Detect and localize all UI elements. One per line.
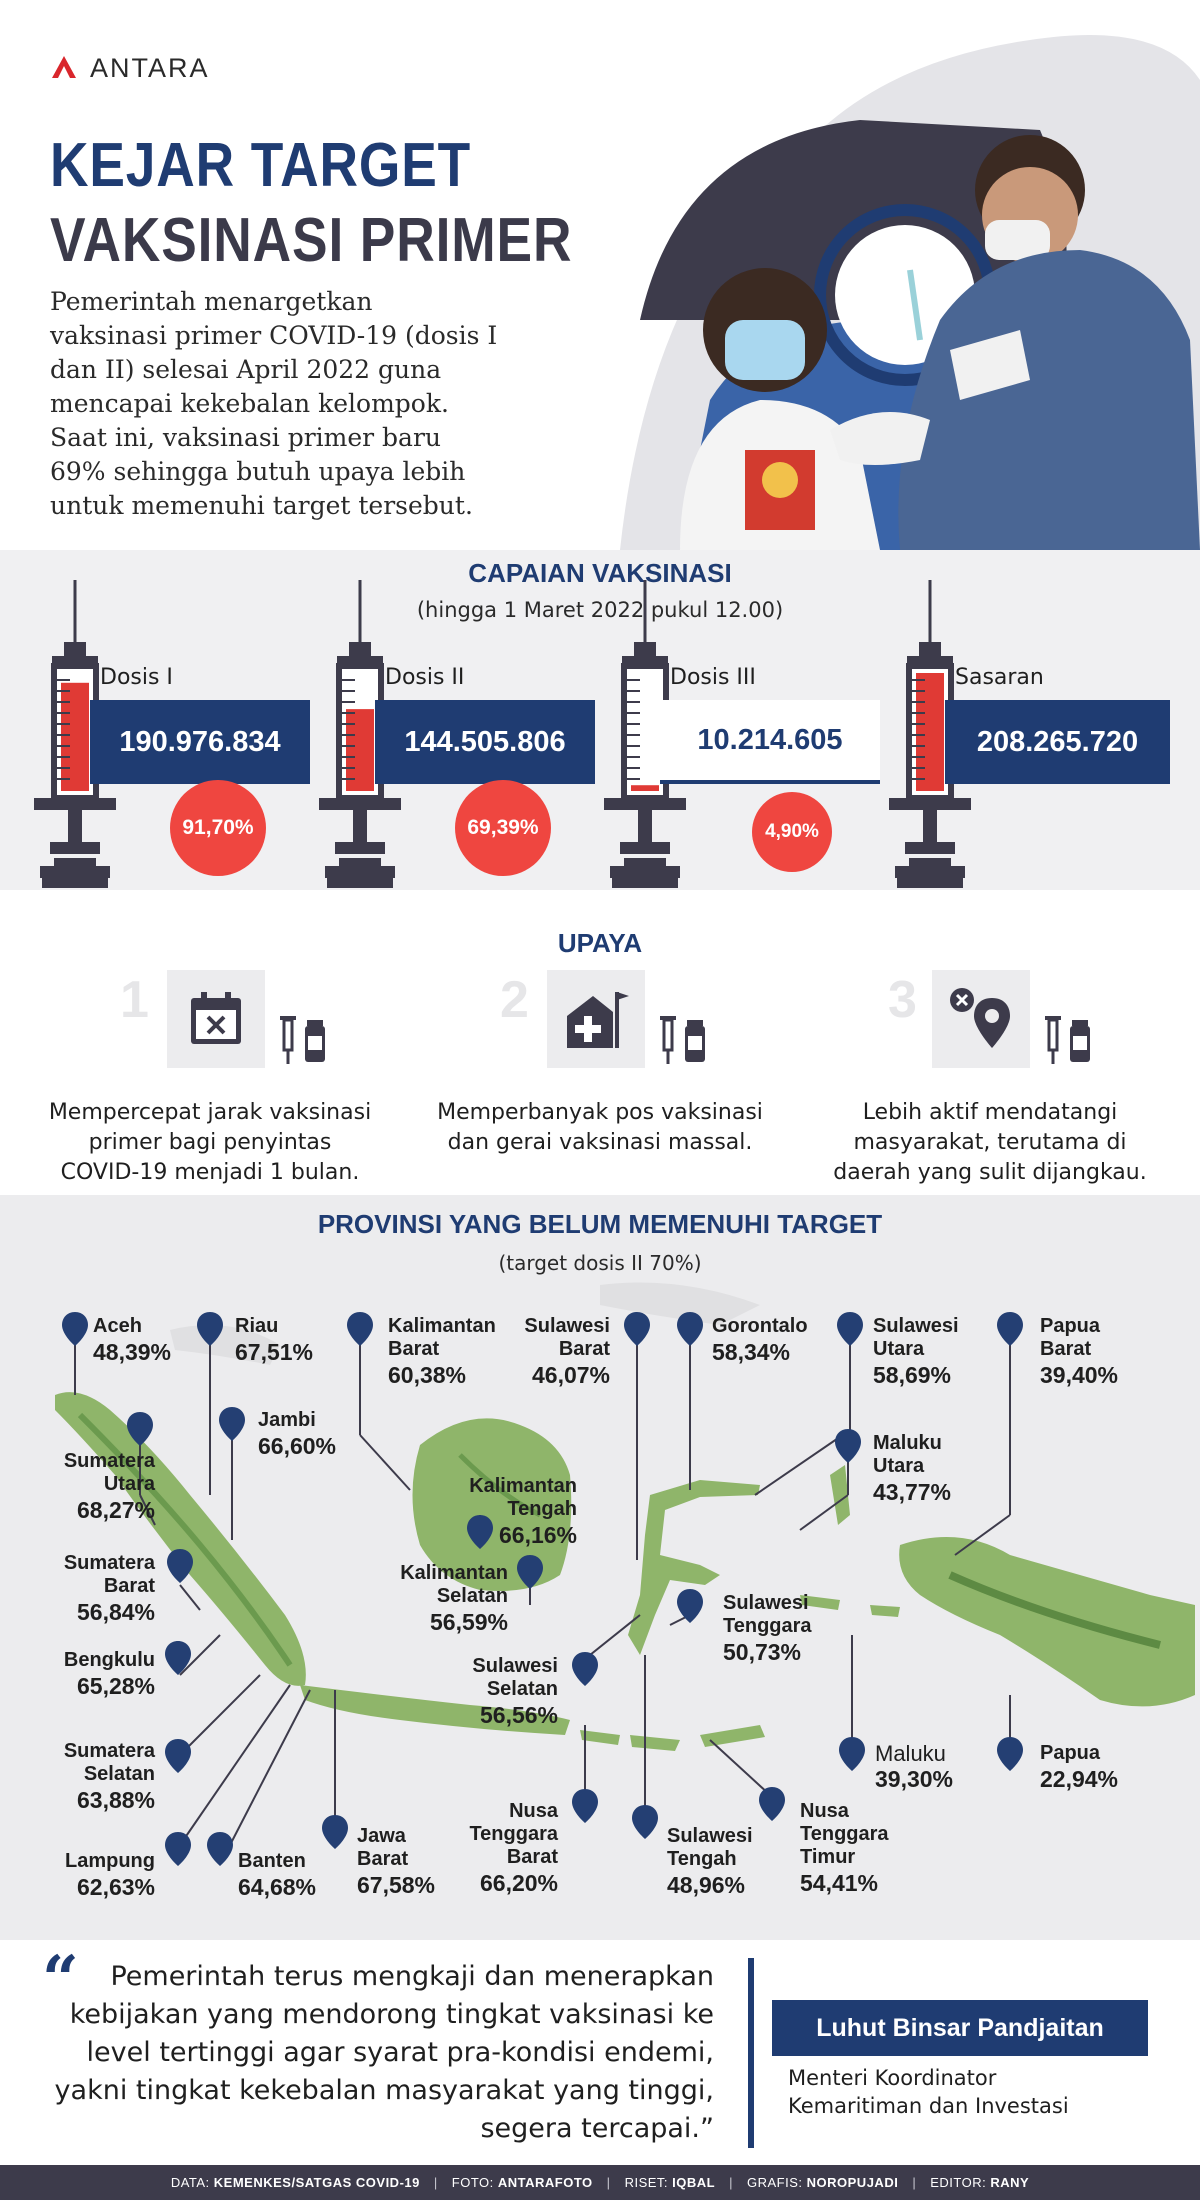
upaya-line: masyarakat, terutama di <box>853 1130 1127 1155</box>
intro-line: dan II) selesai April 2022 guna <box>50 355 442 384</box>
quote-line: kebijakan yang mendorong tingkat vaksinasi ke <box>69 1999 714 2030</box>
upaya-number: 2 <box>500 971 529 1029</box>
map-pin-icon <box>320 1813 350 1851</box>
capaian-vaksinasi-section <box>0 550 1200 890</box>
credit-foto: FOTO: ANTARAFOTO <box>451 2175 593 2190</box>
dose-label: Dosis III <box>670 665 756 690</box>
upaya-number: 1 <box>120 971 149 1029</box>
upaya-line: COVID-19 menjadi 1 bulan. <box>60 1160 360 1185</box>
quote-line: segera tercapai.” <box>480 2113 714 2144</box>
intro-line: mencapai kekebalan kelompok. <box>50 389 449 418</box>
map-pin-icon <box>835 1310 865 1348</box>
province-label-sumatera-selatan: Sumatera Selatan 63,88% <box>63 1740 155 1813</box>
map-pin-icon <box>195 1310 225 1348</box>
upaya-line: Memperbanyak pos vaksinasi <box>437 1100 763 1125</box>
province-label-sulawesi-selatan: Sulawesi Selatan 56,56% <box>472 1655 558 1728</box>
quote-text <box>50 1958 714 2148</box>
credit-grafis: GRAFIS: NOROPUJADI <box>747 2175 899 2190</box>
map-pin-icon <box>570 1787 600 1825</box>
province-label-papua-barat: Papua Barat 39,40% <box>1040 1315 1119 1388</box>
province-label-kalimantan-selatan: Kalimantan Selatan 56,59% <box>400 1562 508 1635</box>
map-pin-icon <box>837 1735 867 1773</box>
province-label-papua: Papua 22,94% <box>1040 1742 1119 1792</box>
health-post-icon <box>547 970 645 1068</box>
speaker-role <box>788 2064 1069 2120</box>
upaya-description <box>800 1098 1180 1188</box>
province-label-sulawesi-utara: Sulawesi Utara 58,69% <box>873 1315 959 1388</box>
upaya-line: primer bagi penyintas <box>88 1130 332 1155</box>
upaya-description <box>410 1098 790 1158</box>
intro-line: untuk memenuhi target tersebut. <box>50 491 473 520</box>
dose-value: 10.214.605 <box>660 700 880 784</box>
map-pin-icon <box>163 1830 193 1868</box>
intro-line: Saat ini, vaksinasi primer baru <box>50 423 442 452</box>
upaya-title: UPAYA <box>557 928 643 958</box>
upaya-item-2 <box>410 970 790 1190</box>
quote-line: yakni tingkat kekebalan masyarakat yang tinggi, <box>54 2075 714 2106</box>
province-label-nusa-tenggara-timur: Nusa Tenggara Timur 54,41% <box>800 1800 889 1896</box>
credits-footer <box>0 2165 1200 2200</box>
provinsi-section <box>0 1195 1200 1940</box>
province-label-kalimantan-barat: Kalimantan Barat 60,38% <box>388 1315 496 1388</box>
map-pin-icon <box>995 1735 1025 1773</box>
map-pin-icon <box>622 1310 652 1348</box>
province-label-sulawesi-tenggara: Sulawesi Tenggara 50,73% <box>723 1592 812 1665</box>
province-label-banten: Banten 64,68% <box>238 1850 317 1900</box>
province-label-bengkulu: Bengkulu 65,28% <box>63 1649 155 1699</box>
upaya-description <box>20 1098 400 1188</box>
credit-editor: EDITOR: RANY <box>930 2175 1030 2190</box>
dose-percent-badge: 4,90% <box>752 792 832 872</box>
intro-paragraph <box>50 285 570 523</box>
capaian-title: CAPAIAN VAKSINASI <box>468 558 732 588</box>
upaya-item-3 <box>800 970 1180 1190</box>
vaccine-vial-icon <box>275 1012 335 1068</box>
antara-logo <box>48 52 210 84</box>
separator: | <box>729 2175 733 2190</box>
dose-label: Sasaran <box>955 665 1044 690</box>
antara-logo-icon <box>48 52 80 84</box>
quote-divider <box>748 1958 754 2148</box>
separator: | <box>606 2175 611 2190</box>
province-label-sulawesi-barat: Sulawesi Barat 46,07% <box>524 1315 610 1388</box>
quote-section <box>0 1940 1200 2165</box>
province-label-riau: Riau 67,51% <box>235 1315 314 1365</box>
map-pin-icon <box>217 1405 247 1443</box>
dose-label: Dosis I <box>100 665 173 690</box>
intro-line: 69% sehingga butuh upaya lebih <box>50 457 466 486</box>
province-label-maluku: Maluku 39,30% <box>875 1741 954 1792</box>
brand-name: ANTARA <box>90 52 210 83</box>
vaccination-photo-illustration <box>560 20 1200 550</box>
dose-percent-badge: 69,39% <box>455 780 551 876</box>
upaya-line: dan gerai vaksinasi massal. <box>447 1130 753 1155</box>
dose-value: 190.976.834 <box>90 700 310 784</box>
map-pin-icon <box>995 1310 1025 1348</box>
map-pin-icon <box>163 1737 193 1775</box>
role-line: Menteri Koordinator <box>788 2066 997 2090</box>
map-pin-icon <box>515 1553 545 1591</box>
dose-value: 144.505.806 <box>375 700 595 784</box>
location-pin-icon <box>932 970 1030 1068</box>
province-label-kalimantan-tengah: Kalimantan Tengah 66,16% <box>469 1475 577 1548</box>
province-label-sulawesi-tengah: Sulawesi Tengah 48,96% <box>667 1825 753 1898</box>
calendar-x-icon <box>167 970 265 1068</box>
map-pin-icon <box>163 1639 193 1677</box>
upaya-section <box>0 890 1200 1195</box>
province-label-sumatera-barat: Sumatera Barat 56,84% <box>63 1552 155 1625</box>
intro-line: vaksinasi primer COVID-19 (dosis I <box>50 321 498 350</box>
dose-card-2 <box>315 580 605 890</box>
quote-line: Pemerintah terus mengkaji dan menerapkan <box>110 1961 714 1992</box>
map-pin-icon <box>833 1427 863 1465</box>
map-pin-icon <box>60 1310 90 1348</box>
province-label-sumatera-utara: Sumatera Utara 68,27% <box>63 1450 155 1523</box>
credit-data: DATA: KEMENKES/SATGAS COVID-19 <box>170 2175 420 2190</box>
separator: | <box>912 2175 917 2190</box>
vaccine-vial-icon <box>655 1012 715 1068</box>
map-pin-icon <box>205 1830 235 1868</box>
province-label-jawa-barat: Jawa Barat 67,58% <box>357 1825 436 1898</box>
dose-card-3 <box>600 580 890 890</box>
dose-value: 208.265.720 <box>945 700 1170 784</box>
map-pin-icon <box>570 1650 600 1688</box>
provinsi-subtitle: (target dosis II 70%) <box>498 1251 702 1275</box>
province-label-nusa-tenggara-barat: Nusa Tenggara Barat 66,20% <box>469 1800 558 1896</box>
page-title-line-1: KEJAR TARGET <box>50 131 472 200</box>
map-pin-icon <box>165 1547 195 1585</box>
upaya-line: Lebih aktif mendatangi <box>862 1100 1118 1125</box>
upaya-item-1 <box>20 970 400 1190</box>
vaccine-vial-icon <box>1040 1012 1100 1068</box>
dose-card-1 <box>30 580 320 890</box>
province-label-aceh: Aceh 48,39% <box>93 1315 172 1365</box>
quote-mark: “ <box>42 1942 79 2017</box>
province-label-gorontalo: Gorontalo 58,34% <box>712 1315 808 1365</box>
map-pin-icon <box>675 1587 705 1625</box>
province-label-jambi: Jambi 66,60% <box>258 1409 337 1459</box>
dose-label: Dosis II <box>385 665 465 690</box>
dose-percent-badge: 91,70% <box>170 780 266 876</box>
upaya-number: 3 <box>888 971 917 1029</box>
dose-card-sasaran <box>885 580 1175 890</box>
province-label-lampung: Lampung 62,63% <box>65 1850 155 1900</box>
provinsi-title: PROVINSI YANG BELUM MEMENUHI TARGET <box>317 1209 883 1239</box>
map-pin-icon <box>675 1310 705 1348</box>
quote-line: level tertinggi agar syarat pra-kondisi endemi, <box>86 2037 714 2068</box>
credit-riset: RISET: IQBAL <box>624 2175 716 2190</box>
role-line: Kemaritiman dan Investasi <box>788 2094 1069 2118</box>
map-pin-icon <box>630 1803 660 1841</box>
page-title-line-2: VAKSINASI PRIMER <box>50 206 573 275</box>
province-label-maluku-utara: Maluku Utara 43,77% <box>873 1432 952 1505</box>
upaya-line: daerah yang sulit dijangkau. <box>833 1160 1147 1185</box>
intro-line: Pemerintah menargetkan <box>50 287 373 316</box>
capaian-subtitle: (hingga 1 Maret 2022 pukul 12.00) <box>416 598 784 622</box>
map-pin-icon <box>125 1410 155 1448</box>
speaker-name: Luhut Binsar Pandjaitan <box>772 2000 1148 2056</box>
upaya-line: Mempercepat jarak vaksinasi <box>48 1100 372 1125</box>
map-pin-icon <box>757 1785 787 1823</box>
map-pin-icon <box>345 1310 375 1348</box>
separator: | <box>433 2175 438 2190</box>
